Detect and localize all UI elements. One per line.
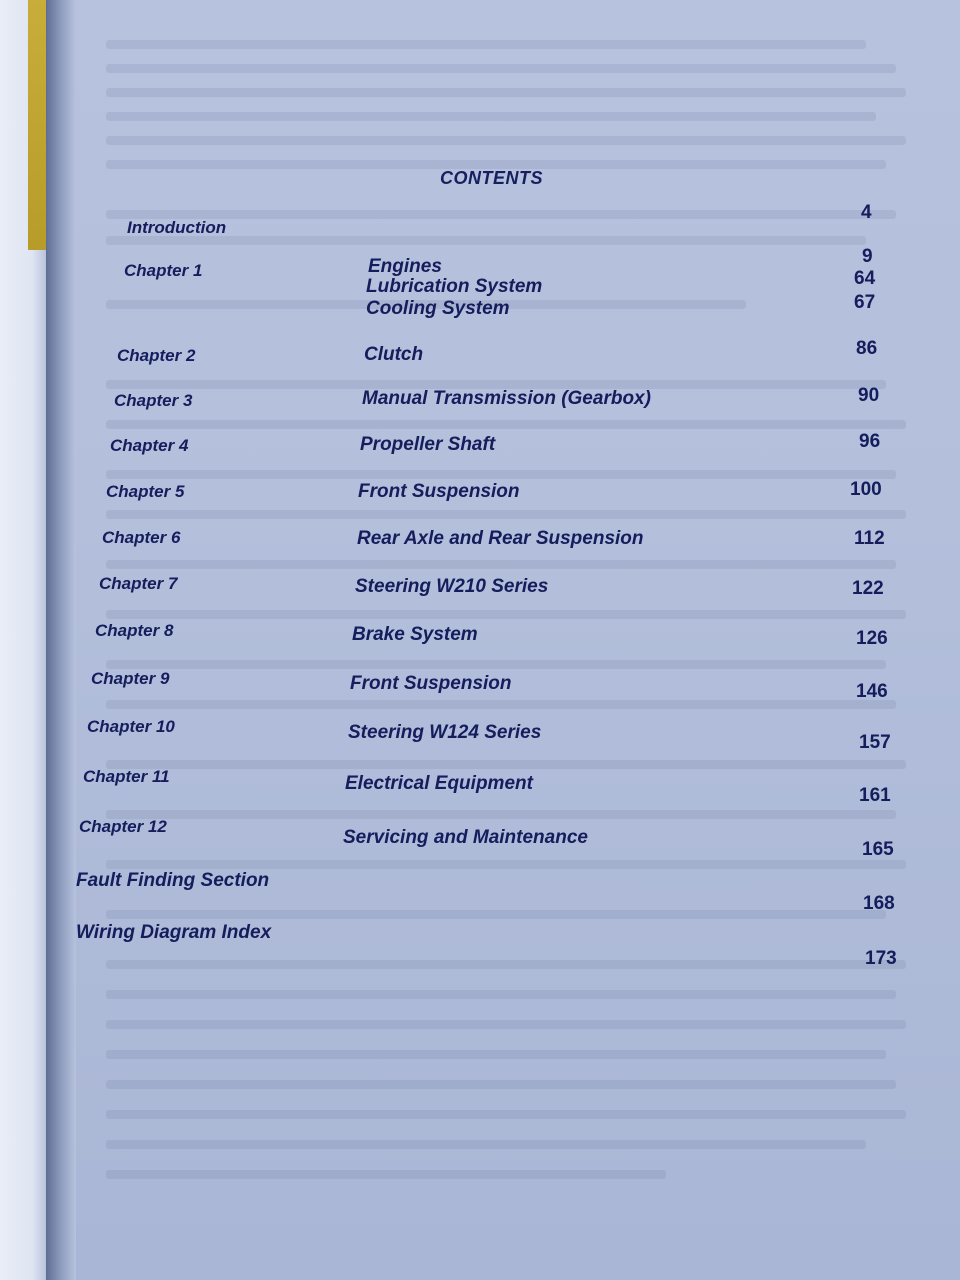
toc-page-electrical-equipment: 161	[859, 785, 891, 806]
toc-label-chapter-4: Chapter 4	[110, 436, 189, 455]
toc-page-manual-transmission: 90	[858, 385, 880, 406]
toc-topic-rear-axle: Rear Axle and Rear Suspension	[357, 528, 644, 549]
toc-label-chapter-8: Chapter 8	[95, 621, 174, 640]
toc-label-chapter-10: Chapter 10	[87, 717, 175, 736]
toc-page-servicing-maintenance: 165	[862, 839, 894, 860]
toc-page-introduction: 4	[861, 202, 872, 223]
toc-topic-front-suspension: Front Suspension	[358, 481, 520, 502]
toc-topic-steering-w124: Steering W124 Series	[348, 722, 542, 743]
toc-topic-steering-w210: Steering W210 Series	[355, 576, 549, 597]
contents-page	[76, 0, 960, 1280]
toc-page-propeller-shaft: 96	[859, 431, 881, 452]
previous-page-edge	[0, 0, 46, 1280]
toc-label-chapter-1: Chapter 1	[124, 261, 203, 280]
contents-heading: CONTENTS	[440, 168, 543, 188]
book-gutter	[46, 0, 76, 1280]
toc-topic-manual-transmission: Manual Transmission (Gearbox)	[362, 388, 651, 409]
toc-topic-clutch: Clutch	[364, 344, 424, 365]
toc-page-rear-axle: 112	[854, 528, 885, 549]
toc-page-cooling-system: 67	[854, 292, 876, 313]
toc-page-clutch: 86	[856, 338, 878, 359]
toc-label-fault-finding: Fault Finding Section	[76, 870, 270, 891]
toc-topic-engines: Engines	[368, 256, 442, 277]
toc-page-lubrication-system: 64	[854, 268, 876, 289]
toc-label-introduction: Introduction	[127, 218, 227, 237]
toc-label-wiring-diagram: Wiring Diagram Index	[76, 922, 272, 943]
toc-page-steering-w210: 122	[852, 578, 884, 599]
toc-label-chapter-2: Chapter 2	[117, 346, 196, 365]
toc-topic-servicing-maintenance: Servicing and Maintenance	[343, 827, 588, 848]
toc-page-steering-w124: 157	[859, 732, 891, 753]
toc-label-chapter-3: Chapter 3	[114, 391, 193, 410]
toc-topic-brake-system: Brake System	[352, 624, 478, 645]
toc-page-front-suspension-2: 146	[856, 681, 888, 702]
toc-topic-cooling-system: Cooling System	[366, 298, 510, 319]
toc-page-fault-finding: 168	[863, 893, 895, 914]
toc-page-engines: 9	[862, 246, 873, 267]
toc-page-front-suspension: 100	[850, 479, 882, 500]
toc-topic-electrical-equipment: Electrical Equipment	[345, 773, 533, 794]
toc-page-brake-system: 126	[856, 628, 888, 649]
toc-topic-front-suspension-2: Front Suspension	[350, 673, 512, 694]
yellow-page-tab	[28, 0, 46, 250]
toc-topic-lubrication-system: Lubrication System	[366, 276, 543, 297]
toc-label-chapter-7: Chapter 7	[99, 574, 178, 593]
toc-label-chapter-11: Chapter 11	[83, 767, 170, 786]
toc-label-chapter-5: Chapter 5	[106, 482, 185, 501]
toc-page-wiring-diagram: 173	[865, 948, 897, 969]
toc-topic-propeller-shaft: Propeller Shaft	[360, 434, 496, 455]
toc-label-chapter-6: Chapter 6	[102, 528, 181, 547]
toc-label-chapter-12: Chapter 12	[79, 817, 167, 836]
toc-label-chapter-9: Chapter 9	[91, 669, 170, 688]
